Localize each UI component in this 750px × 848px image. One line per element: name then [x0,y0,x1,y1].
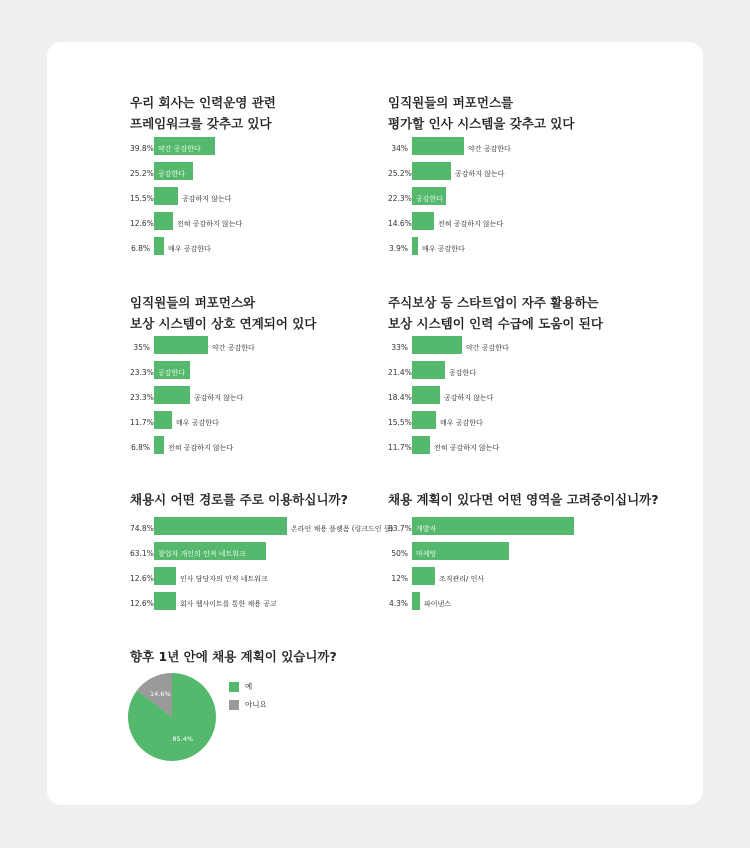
bar-category-label: 공감한다 [449,369,477,377]
chart-title-line: 프레임워크를 갖추고 있다 [130,116,272,131]
bar [412,592,420,610]
chart-title [130,489,420,510]
bar-category-label: 약간 공감한다 [466,344,509,352]
bar [154,237,164,255]
bar [154,436,164,454]
bar-category-label: 마케팅 [416,550,437,558]
pie-slice-label: 85.4% [172,735,194,744]
pie-chart [122,667,222,767]
chart-title-line: 향후 1년 안에 채용 계획이 있습니까? [130,649,337,664]
bar-category-label: 온라인 채용 플랫폼 (링크드인 등) [291,525,394,533]
chart-title [130,646,420,667]
bar-category-label: 매우 공감한다 [422,245,465,253]
bar-value-label: 6.8% [130,443,150,452]
chart-title [388,292,678,334]
bar-category-label: 공감한다 [158,369,186,377]
bar [412,237,418,255]
bar-value-label: 12% [391,574,408,583]
bar-category-label: 전혀 공감하지 않는다 [177,220,243,228]
bar-value-label: 39.8% [130,144,154,153]
legend-swatch [229,682,239,692]
bar-category-label: 전혀 공감하지 않는다 [438,220,504,228]
legend-label: 예 [245,682,253,691]
bar-value-label: 34% [391,144,408,153]
bar-value-label: 35% [133,343,150,352]
bar-category-label: 약간 공감한다 [158,145,201,153]
chart-title-line: 채용시 어떤 경로를 주로 이용하십니까? [130,492,348,507]
bar-value-label: 63.1% [130,549,154,558]
bar [154,386,190,404]
bar-value-label: 11.7% [388,443,412,452]
bar-category-label: 공감하지 않는다 [194,394,244,402]
bar-value-label: 22.3% [388,194,412,203]
bar-value-label: 12.6% [130,599,154,608]
bar-category-label: 공감한다 [416,195,444,203]
bar [412,386,440,404]
bar [154,336,208,354]
bar-value-label: 11.7% [130,418,154,427]
chart-title [130,292,420,334]
bar [154,517,287,535]
bar-category-label: 전혀 공감하지 않는다 [434,444,500,452]
bar [412,411,436,429]
bar-category-label: 매우 공감한다 [168,245,211,253]
bar [154,411,172,429]
chart-title-line: 주식보상 등 스타트업이 자주 활용하는 [388,295,599,310]
bar-category-label: 약간 공감한다 [212,344,255,352]
bar-category-label: 창업자 개인의 인적 네트워크 [158,550,246,558]
chart-title [130,92,420,134]
bar-category-label: 파이낸스 [424,600,452,608]
bar-category-label: 공감하지 않는다 [455,170,505,178]
bar-value-label: 25.2% [130,169,154,178]
bar [412,361,445,379]
bar [412,137,464,155]
chart-title-line: 보상 시스템이 상호 연계되어 있다 [130,316,317,331]
bar [154,187,178,205]
bar-category-label: 인사 담당자의 인적 네트워크 [180,575,268,583]
bar-value-label: 15.5% [130,194,154,203]
bar [154,567,176,585]
bar-value-label: 3.9% [388,244,408,253]
bar-category-label: 개발자 [416,525,437,533]
bar-value-label: 83.7% [388,524,412,533]
bar [412,336,462,354]
bar-category-label: 회사 웹사이트를 통한 채용 공고 [180,600,277,608]
bar-value-label: 25.2% [388,169,412,178]
legend-swatch [229,700,239,710]
bar-value-label: 74.8% [130,524,154,533]
bar-category-label: 매우 공감한다 [176,419,219,427]
bar-category-label: 전혀 공감하지 않는다 [168,444,234,452]
bar [412,162,451,180]
bar-value-label: 14.6% [388,219,412,228]
bar-category-label: 매우 공감한다 [440,419,483,427]
chart-title [388,92,678,134]
chart-title-line: 보상 시스템이 인력 수급에 도움이 된다 [388,316,603,331]
chart-title-line: 평가할 인사 시스템을 갖추고 있다 [388,116,575,131]
chart-title-line: 임직원들의 퍼포먼스와 [130,295,256,310]
chart-title [388,489,688,510]
chart-title-line: 임직원들의 퍼포먼스를 [388,95,514,110]
bar-category-label: 공감한다 [158,170,186,178]
bar-value-label: 18.4% [388,393,412,402]
pie-slice-label: 14.6% [149,689,171,698]
bar [412,567,435,585]
bar [412,212,434,230]
bar-value-label: 15.5% [388,418,412,427]
bar-value-label: 21.4% [388,368,412,377]
bar-category-label: 약간 공감한다 [468,145,511,153]
bar [412,436,430,454]
bar-value-label: 12.6% [130,574,154,583]
bar-value-label: 6.8% [130,244,150,253]
bar-category-label: 공감하지 않는다 [444,394,494,402]
chart-title-line: 우리 회사는 인력운영 관련 [130,95,276,110]
bar-value-label: 4.3% [388,599,408,608]
bar [412,517,574,535]
legend-label: 아니요 [245,700,267,709]
bar-category-label: 공감하지 않는다 [182,195,232,203]
bar-value-label: 23.3% [130,393,154,402]
bar-value-label: 12.6% [130,219,154,228]
bar-category-label: 조직관리/ 인사 [439,575,485,583]
chart-title-line: 채용 계획이 있다면 어떤 영역을 고려중이십니까? [388,492,659,507]
bar-value-label: 50% [391,549,408,558]
bar [154,592,176,610]
bar [154,212,173,230]
bar-value-label: 23.3% [130,368,154,377]
bar-value-label: 33% [391,343,408,352]
